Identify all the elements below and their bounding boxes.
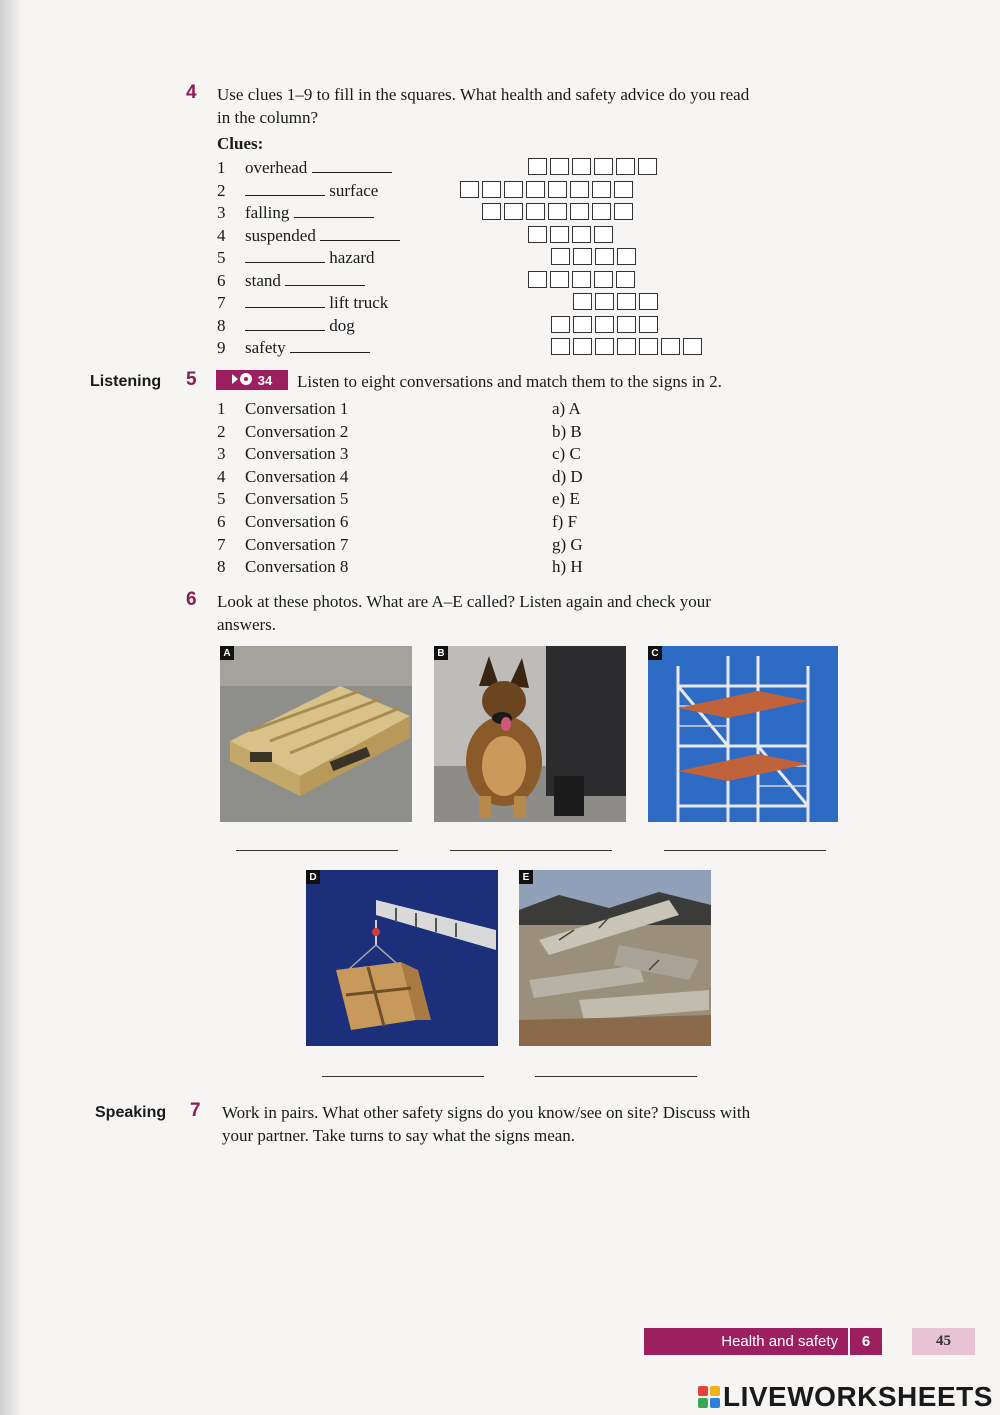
exercise-7-instruction-line1: Work in pairs. What other safety signs do you know/see on site? Discuss with — [222, 1103, 751, 1122]
grid-cell[interactable] — [595, 248, 614, 265]
clue-text: lift truck — [329, 293, 389, 312]
exercise-7-instruction — [222, 1101, 872, 1147]
track-number: 34 — [257, 372, 273, 388]
sign-option[interactable]: c) C — [552, 444, 581, 464]
photo-a-pallet — [220, 646, 412, 822]
conversation-label: Conversation 3 — [245, 444, 349, 464]
clue-item — [217, 157, 392, 179]
conversation-item[interactable] — [217, 398, 348, 420]
sign-option[interactable]: a) A — [552, 399, 581, 418]
exercise-4-instruction-line1: Use clues 1–9 to fill in the squares. What health and safety advice do you read — [217, 85, 750, 104]
grid-cell[interactable] — [614, 203, 633, 220]
clue-text: hazard — [329, 248, 375, 267]
exercise-7-number: 7 — [190, 1100, 201, 1121]
photo-b-label: B — [434, 646, 448, 660]
grid-cell[interactable] — [548, 181, 567, 198]
answer-line-b[interactable] — [450, 850, 612, 851]
grid-cell[interactable] — [526, 181, 545, 198]
grid-cell[interactable] — [661, 338, 680, 355]
liveworksheets-text: LIVEWORKSHEETS — [723, 1381, 993, 1412]
photo-b-dog — [434, 646, 626, 822]
grid-row — [528, 271, 638, 288]
grid-row — [528, 158, 660, 175]
clue-blank — [312, 171, 392, 173]
exercise-5-instruction: Listen to eight conversations and match them to the signs in 2. — [297, 372, 722, 391]
grid-cell[interactable] — [594, 226, 613, 243]
grid-cell[interactable] — [573, 316, 592, 333]
sign-option[interactable]: b) B — [552, 421, 582, 441]
photo-e-label: E — [519, 870, 533, 884]
grid-row — [460, 181, 636, 198]
sign-option[interactable]: d) D — [552, 466, 583, 486]
photo-c-label: C — [648, 646, 662, 660]
exercise-4-instruction — [217, 83, 877, 129]
conversation-label: Conversation 2 — [245, 421, 349, 441]
grid-cell[interactable] — [526, 203, 545, 220]
clue-number: 6 — [217, 271, 226, 290]
conversation-number: 6 — [217, 512, 226, 531]
exercise-5-number: 5 — [186, 369, 197, 390]
grid-row — [482, 203, 636, 220]
conversation-label: Conversation 4 — [245, 466, 349, 486]
conversation-number: 2 — [217, 421, 226, 441]
conversation-label: Conversation 1 — [245, 399, 349, 418]
photo-d-label: D — [306, 870, 320, 884]
grid-cell[interactable] — [504, 181, 523, 198]
clue-blank — [245, 306, 325, 308]
exercise-4-number: 4 — [186, 82, 197, 103]
conversation-item[interactable] — [217, 534, 348, 556]
listening-label: Listening — [90, 373, 162, 390]
grid-cell[interactable] — [573, 338, 592, 355]
conversation-number: 4 — [217, 466, 226, 486]
clue-text: overhead — [245, 158, 308, 177]
grid-cell[interactable] — [550, 226, 569, 243]
unit-footer — [644, 1328, 882, 1355]
clue-item — [217, 225, 400, 247]
clue-number: 8 — [217, 316, 226, 335]
grid-cell[interactable] — [639, 338, 658, 355]
grid-row — [551, 248, 639, 265]
logo-square — [710, 1386, 720, 1396]
grid-cell[interactable] — [572, 158, 591, 175]
grid-cell[interactable] — [614, 181, 633, 198]
grid-cell[interactable] — [595, 293, 614, 310]
clue-blank — [245, 261, 325, 263]
grid-cell[interactable] — [572, 226, 591, 243]
grid-cell[interactable] — [638, 158, 657, 175]
grid-row — [573, 293, 661, 310]
liveworksheets-watermark — [698, 1381, 993, 1413]
grid-cell[interactable] — [573, 248, 592, 265]
grid-row — [551, 316, 661, 333]
conversation-item[interactable] — [217, 421, 348, 443]
answer-line-d[interactable] — [322, 1076, 484, 1077]
grid-cell[interactable] — [570, 203, 589, 220]
logo-square — [698, 1386, 708, 1396]
conversation-number: 7 — [217, 534, 226, 554]
sign-option[interactable]: h) H — [552, 557, 583, 577]
grid-cell[interactable] — [482, 181, 501, 198]
grid-cell[interactable] — [639, 316, 658, 333]
unit-title: Health and safety — [721, 1333, 838, 1350]
audio-track-button[interactable] — [216, 370, 288, 390]
clue-text: surface — [329, 181, 379, 200]
logo-square — [710, 1398, 720, 1408]
sign-option[interactable]: e) E — [552, 489, 580, 509]
answer-line-e[interactable] — [535, 1076, 697, 1077]
conversation-label: Conversation 8 — [245, 557, 349, 577]
grid-cell[interactable] — [550, 271, 569, 288]
grid-cell[interactable] — [639, 293, 658, 310]
exercise-4-instruction-line2: in the column? — [217, 108, 319, 127]
grid-row — [528, 226, 616, 243]
grid-cell[interactable] — [592, 203, 611, 220]
grid-cell[interactable] — [551, 338, 570, 355]
clue-number: 9 — [217, 338, 226, 357]
clue-text: suspended — [245, 226, 316, 245]
conversation-label: Conversation 5 — [245, 489, 349, 509]
grid-cell[interactable] — [550, 158, 569, 175]
conversation-item[interactable] — [217, 556, 348, 578]
grid-cell[interactable] — [573, 293, 592, 310]
speaking-label: Speaking — [95, 1104, 167, 1121]
grid-cell[interactable] — [595, 338, 614, 355]
grid-cell[interactable] — [460, 181, 479, 198]
unit-number: 6 — [848, 1328, 882, 1355]
photo-a-label: A — [220, 646, 234, 660]
grid-cell[interactable] — [683, 338, 702, 355]
grid-row — [551, 338, 705, 355]
exercise-6-instruction-line2: answers. — [217, 615, 277, 634]
sign-option[interactable]: f) F — [552, 512, 578, 531]
grid-cell[interactable] — [548, 203, 567, 220]
clue-text: falling — [245, 203, 290, 222]
conversation-number: 1 — [217, 399, 226, 418]
clue-text: dog — [329, 316, 355, 335]
grid-cell[interactable] — [570, 181, 589, 198]
photo-e-rubble — [519, 870, 711, 1046]
conversation-item[interactable] — [217, 466, 348, 488]
clue-item — [217, 202, 374, 224]
grid-cell[interactable] — [617, 248, 636, 265]
page-binding-shadow — [0, 0, 22, 1415]
logo-square — [698, 1398, 708, 1408]
grid-cell[interactable] — [594, 158, 613, 175]
clue-number: 2 — [217, 181, 226, 200]
grid-cell[interactable] — [616, 271, 635, 288]
clue-number: 1 — [217, 158, 226, 177]
clue-blank — [290, 351, 370, 353]
clue-number: 4 — [217, 226, 226, 245]
grid-cell[interactable] — [482, 203, 501, 220]
conversation-number: 8 — [217, 557, 226, 577]
exercise-6-number: 6 — [186, 589, 197, 610]
answer-line-a[interactable] — [236, 850, 398, 851]
clue-item — [217, 337, 370, 359]
grid-cell[interactable] — [594, 271, 613, 288]
grid-cell[interactable] — [592, 181, 611, 198]
clue-blank — [245, 194, 325, 196]
sign-option[interactable]: g) G — [552, 534, 583, 554]
clue-item — [217, 247, 375, 269]
clue-item — [217, 270, 365, 292]
conversation-label: Conversation 6 — [245, 512, 349, 531]
grid-cell[interactable] — [617, 293, 636, 310]
grid-cell[interactable] — [616, 158, 635, 175]
clue-blank — [285, 284, 365, 286]
exercise-6-instruction — [217, 590, 857, 636]
photo-d-suspended-load — [306, 870, 498, 1046]
grid-cell[interactable] — [617, 338, 636, 355]
grid-cell[interactable] — [551, 248, 570, 265]
clue-number: 7 — [217, 293, 226, 312]
clue-blank — [245, 329, 325, 331]
clue-item — [217, 292, 388, 314]
clue-item — [217, 315, 355, 337]
clue-number: 3 — [217, 203, 226, 222]
answer-line-c[interactable] — [664, 850, 826, 851]
conversation-item[interactable] — [217, 511, 348, 533]
conversation-number: 5 — [217, 489, 226, 509]
conversation-number: 3 — [217, 444, 226, 464]
clue-number: 5 — [217, 248, 226, 267]
grid-cell[interactable] — [504, 203, 523, 220]
grid-cell[interactable] — [528, 226, 547, 243]
grid-cell[interactable] — [551, 316, 570, 333]
clue-text: safety — [245, 338, 286, 357]
liveworksheets-icon — [698, 1386, 720, 1408]
grid-cell[interactable] — [595, 316, 614, 333]
exercise-7-instruction-line2: your partner. Take turns to say what the signs mean. — [222, 1126, 576, 1145]
photo-c-scaffolding — [648, 646, 838, 822]
page-number: 45 — [912, 1328, 975, 1355]
clue-blank — [294, 216, 374, 218]
conversation-item[interactable] — [217, 443, 348, 465]
clues-title: Clues: — [217, 134, 264, 153]
grid-cell[interactable] — [528, 271, 547, 288]
clue-blank — [320, 239, 400, 241]
grid-cell[interactable] — [572, 271, 591, 288]
grid-cell[interactable] — [528, 158, 547, 175]
clue-item — [217, 180, 378, 202]
clue-text: stand — [245, 271, 281, 290]
cd-icon — [232, 372, 254, 389]
grid-cell[interactable] — [617, 316, 636, 333]
conversation-label: Conversation 7 — [245, 534, 349, 554]
exercise-6-instruction-line1: Look at these photos. What are A–E called? Listen again and check your — [217, 592, 711, 611]
conversation-item[interactable] — [217, 488, 348, 510]
